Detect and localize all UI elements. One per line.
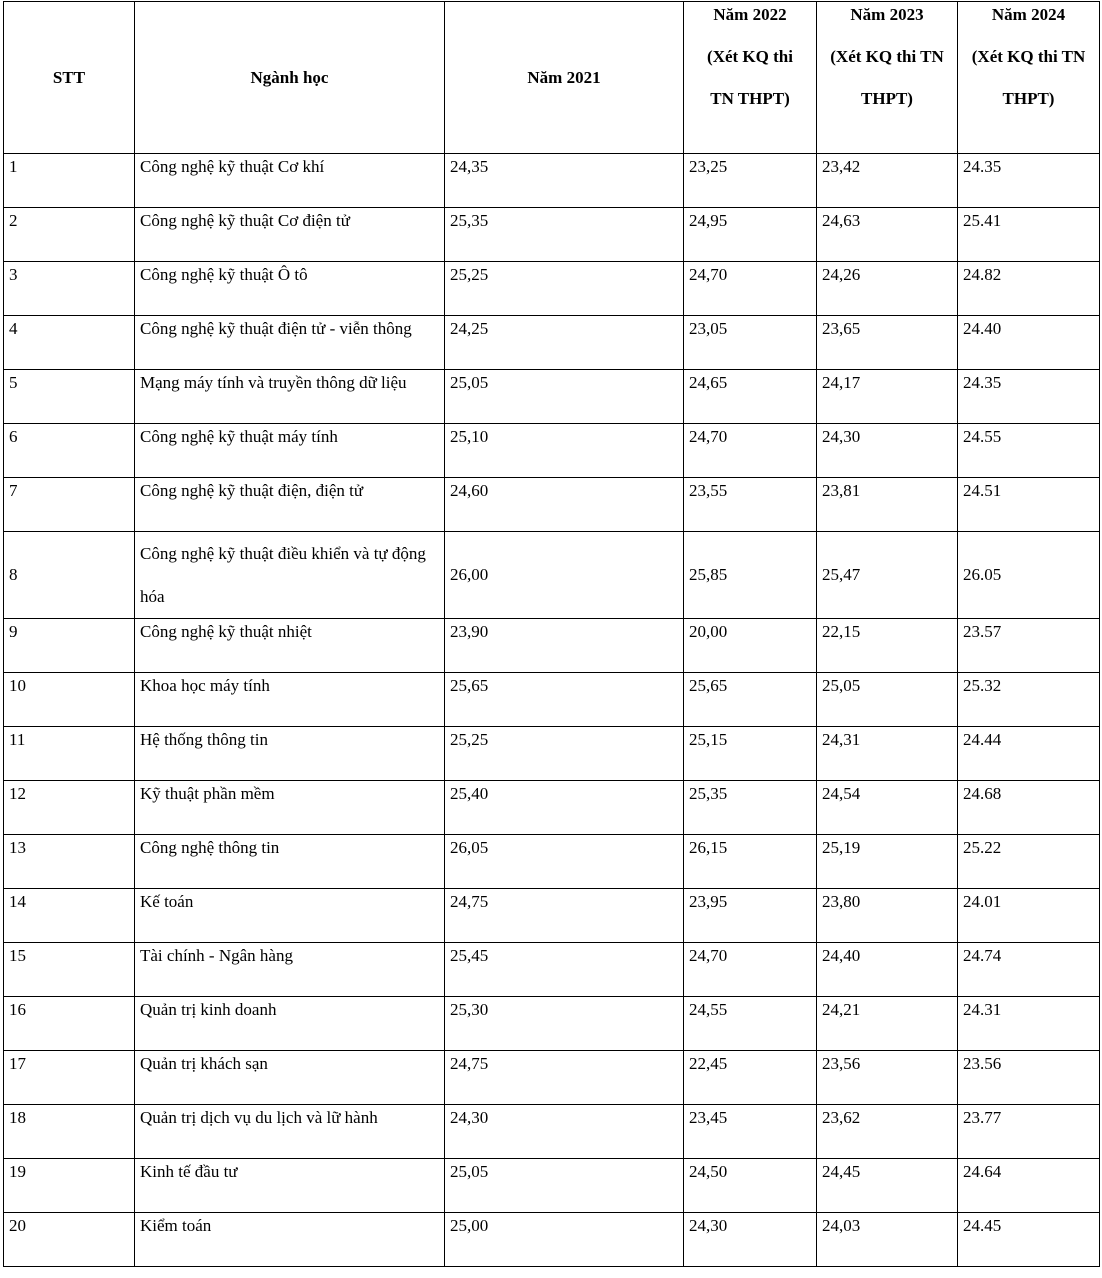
- cell-2024: 24.74: [958, 943, 1100, 997]
- table-row: [4, 889, 1100, 943]
- table-row: [4, 1159, 1100, 1213]
- header-stt: STT: [4, 2, 135, 154]
- cell-2021: 25,35: [445, 208, 684, 262]
- cell-2022: 24,70: [684, 424, 817, 478]
- cell-stt: 4: [4, 316, 135, 370]
- cell-stt: 11: [4, 727, 135, 781]
- cell-stt: 7: [4, 478, 135, 532]
- cell-2022: 23,95: [684, 889, 817, 943]
- cell-2021: 25,05: [445, 370, 684, 424]
- cell-2022: 23,45: [684, 1105, 817, 1159]
- cell-stt: 17: [4, 1051, 135, 1105]
- table-row: [4, 727, 1100, 781]
- table-row: [4, 154, 1100, 208]
- cell-2021: 25,30: [445, 997, 684, 1051]
- cell-2023: 25,47: [817, 532, 958, 619]
- cell-major: Quản trị kinh doanh: [135, 997, 445, 1051]
- table-row: [4, 835, 1100, 889]
- cell-2022: 22,45: [684, 1051, 817, 1105]
- table-row: [4, 208, 1100, 262]
- cell-2023: 23,80: [817, 889, 958, 943]
- cell-stt: 8: [4, 532, 135, 619]
- cell-2021: 24,75: [445, 889, 684, 943]
- cell-2023: 24,03: [817, 1213, 958, 1267]
- cell-2024: 24.44: [958, 727, 1100, 781]
- cell-2024: 24.40: [958, 316, 1100, 370]
- cell-2023: 23,42: [817, 154, 958, 208]
- cell-major: Công nghệ kỹ thuật Cơ điện tử: [135, 208, 445, 262]
- cell-major: Công nghệ kỹ thuật máy tính: [135, 424, 445, 478]
- header-year-2024-note-line1: (Xét KQ thi TN: [971, 47, 1086, 66]
- cell-stt: 12: [4, 781, 135, 835]
- cell-major: Công nghệ kỹ thuật điện, điện tử: [135, 478, 445, 532]
- table-row: [4, 1213, 1100, 1267]
- table-row: [4, 262, 1100, 316]
- cell-stt: 6: [4, 424, 135, 478]
- cell-2024: 25.32: [958, 673, 1100, 727]
- cell-major: Tài chính - Ngân hàng: [135, 943, 445, 997]
- cell-2024: 24.68: [958, 781, 1100, 835]
- cell-2021: 25,05: [445, 1159, 684, 1213]
- cell-stt: 5: [4, 370, 135, 424]
- cell-stt: 18: [4, 1105, 135, 1159]
- cell-2023: 24,31: [817, 727, 958, 781]
- cell-2024: 24.31: [958, 997, 1100, 1051]
- table-row: [4, 619, 1100, 673]
- cell-2023: 24,63: [817, 208, 958, 262]
- cell-2024: 24.35: [958, 370, 1100, 424]
- cell-stt: 15: [4, 943, 135, 997]
- cell-major: Công nghệ kỹ thuật nhiệt: [135, 619, 445, 673]
- cell-2022: 25,15: [684, 727, 817, 781]
- table-body: [4, 154, 1100, 1267]
- cell-2024: 24.01: [958, 889, 1100, 943]
- cell-2023: 24,17: [817, 370, 958, 424]
- cell-2021: 23,90: [445, 619, 684, 673]
- cell-2021: 25,25: [445, 727, 684, 781]
- cell-stt: 20: [4, 1213, 135, 1267]
- cell-2022: 26,15: [684, 835, 817, 889]
- cell-major: Khoa học máy tính: [135, 673, 445, 727]
- header-year-2023-note-line2: THPT): [861, 89, 913, 108]
- cell-major: Công nghệ kỹ thuật điều khiển và tự động hóa: [135, 532, 445, 619]
- cell-2023: 24,45: [817, 1159, 958, 1213]
- cell-major: Hệ thống thông tin: [135, 727, 445, 781]
- cell-2023: 25,19: [817, 835, 958, 889]
- header-year-2021: Năm 2021: [445, 2, 684, 154]
- header-year-2024-label: Năm 2024: [991, 5, 1066, 24]
- cell-2021: 25,25: [445, 262, 684, 316]
- header-year-2024-note-line2: THPT): [1002, 89, 1055, 108]
- table-row: [4, 943, 1100, 997]
- cell-2021: 25,40: [445, 781, 684, 835]
- cell-2023: 25,05: [817, 673, 958, 727]
- cell-major: Công nghệ kỹ thuật Cơ khí: [135, 154, 445, 208]
- header-year-2022-note-line2: TN THPT): [710, 89, 790, 108]
- cell-major: Công nghệ thông tin: [135, 835, 445, 889]
- cell-2024: 24.82: [958, 262, 1100, 316]
- cell-2023: 23,62: [817, 1105, 958, 1159]
- header-year-2024: [958, 2, 1100, 154]
- cell-major: Công nghệ kỹ thuật điện tử - viễn thông: [135, 316, 445, 370]
- cell-2022: 25,65: [684, 673, 817, 727]
- table-row: [4, 370, 1100, 424]
- cell-2021: 24,35: [445, 154, 684, 208]
- cell-stt: 9: [4, 619, 135, 673]
- header-year-2023: [817, 2, 958, 154]
- cell-2024: 26.05: [958, 532, 1100, 619]
- cell-2022: 24,65: [684, 370, 817, 424]
- table-row: [4, 316, 1100, 370]
- cell-major: Quản trị khách sạn: [135, 1051, 445, 1105]
- cell-2023: 23,56: [817, 1051, 958, 1105]
- header-year-2022: [684, 2, 817, 154]
- cell-2023: 24,54: [817, 781, 958, 835]
- cell-major: Công nghệ kỹ thuật Ô tô: [135, 262, 445, 316]
- header-year-2023-label: Năm 2023: [850, 5, 924, 24]
- cell-2022: 23,25: [684, 154, 817, 208]
- header-year-2022-label: Năm 2022: [713, 5, 787, 24]
- table-row: [4, 997, 1100, 1051]
- cell-2023: 24,26: [817, 262, 958, 316]
- cell-2023: 22,15: [817, 619, 958, 673]
- cell-2022: 24,95: [684, 208, 817, 262]
- cell-major: Kiểm toán: [135, 1213, 445, 1267]
- cell-major: Kế toán: [135, 889, 445, 943]
- table-row: [4, 1051, 1100, 1105]
- cell-2021: 24,25: [445, 316, 684, 370]
- cell-2023: 24,30: [817, 424, 958, 478]
- table-row: [4, 478, 1100, 532]
- cell-2024: 24.64: [958, 1159, 1100, 1213]
- cell-2024: 25.41: [958, 208, 1100, 262]
- cell-2022: 24,70: [684, 943, 817, 997]
- cell-2024: 23.56: [958, 1051, 1100, 1105]
- cell-2021: 24,30: [445, 1105, 684, 1159]
- cell-2022: 25,35: [684, 781, 817, 835]
- table-row: [4, 1105, 1100, 1159]
- admission-score-table: [3, 1, 1100, 1267]
- cell-2024: 23.57: [958, 619, 1100, 673]
- table-row: [4, 781, 1100, 835]
- cell-2022: 25,85: [684, 532, 817, 619]
- cell-2022: 24,70: [684, 262, 817, 316]
- cell-stt: 2: [4, 208, 135, 262]
- cell-2023: 24,21: [817, 997, 958, 1051]
- header-major: Ngành học: [135, 2, 445, 154]
- cell-2021: 25,65: [445, 673, 684, 727]
- cell-2024: 24.45: [958, 1213, 1100, 1267]
- cell-2023: 23,81: [817, 478, 958, 532]
- cell-2023: 23,65: [817, 316, 958, 370]
- cell-2021: 24,75: [445, 1051, 684, 1105]
- cell-2024: 24.35: [958, 154, 1100, 208]
- cell-2022: 24,55: [684, 997, 817, 1051]
- header-year-2022-note-line1: (Xét KQ thi: [707, 47, 793, 66]
- cell-2024: 23.77: [958, 1105, 1100, 1159]
- cell-stt: 3: [4, 262, 135, 316]
- cell-major: Kinh tế đầu tư: [135, 1159, 445, 1213]
- cell-2024: 24.55: [958, 424, 1100, 478]
- cell-stt: 19: [4, 1159, 135, 1213]
- cell-major: Mạng máy tính và truyền thông dữ liệu: [135, 370, 445, 424]
- cell-2021: 24,60: [445, 478, 684, 532]
- cell-2022: 24,50: [684, 1159, 817, 1213]
- cell-2022: 20,00: [684, 619, 817, 673]
- table-row: [4, 673, 1100, 727]
- header-row: [4, 2, 1100, 154]
- cell-2021: 25,45: [445, 943, 684, 997]
- cell-stt: 14: [4, 889, 135, 943]
- cell-2023: 24,40: [817, 943, 958, 997]
- cell-2024: 24.51: [958, 478, 1100, 532]
- cell-2024: 25.22: [958, 835, 1100, 889]
- cell-2021: 25,10: [445, 424, 684, 478]
- table-row: [4, 532, 1100, 619]
- cell-stt: 1: [4, 154, 135, 208]
- cell-2021: 26,00: [445, 532, 684, 619]
- cell-2022: 23,55: [684, 478, 817, 532]
- table-row: [4, 424, 1100, 478]
- header-year-2023-note-line1: (Xét KQ thi TN: [830, 47, 944, 66]
- cell-major: Quản trị dịch vụ du lịch và lữ hành: [135, 1105, 445, 1159]
- cell-2021: 26,05: [445, 835, 684, 889]
- cell-2022: 24,30: [684, 1213, 817, 1267]
- cell-2022: 23,05: [684, 316, 817, 370]
- cell-stt: 16: [4, 997, 135, 1051]
- cell-stt: 10: [4, 673, 135, 727]
- cell-stt: 13: [4, 835, 135, 889]
- cell-2021: 25,00: [445, 1213, 684, 1267]
- cell-major: Kỹ thuật phần mềm: [135, 781, 445, 835]
